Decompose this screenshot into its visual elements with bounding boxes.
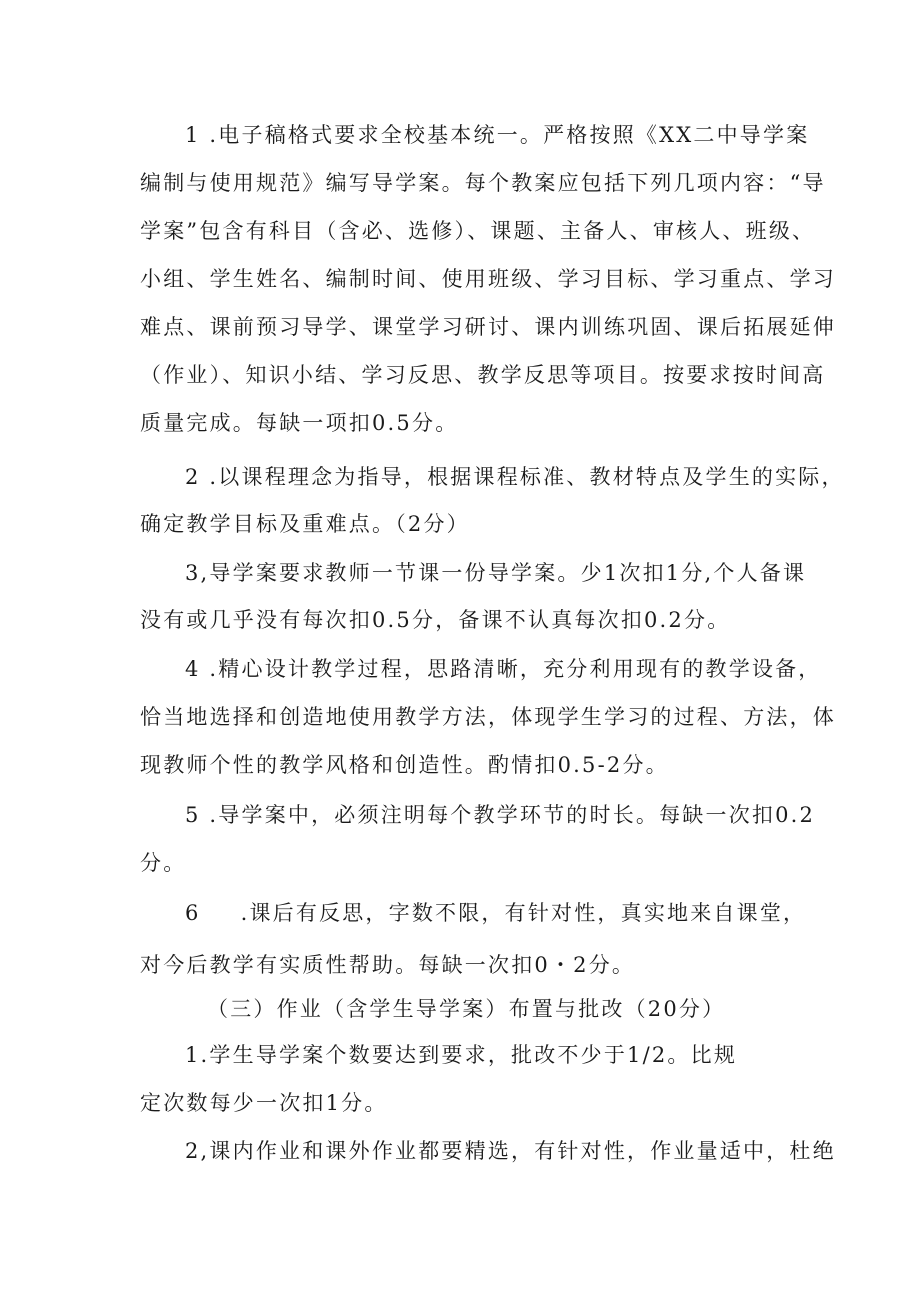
p4-line-3: 现教师个性的教学风格和创造性。酌情扣0.5-2分。 — [140, 753, 669, 777]
p4-line-2: 恰当地选择和创造地使用教学方法，体现学生学习的过程、方法，体 — [140, 705, 836, 729]
p1-line-3: 学案”包含有科目（含必、选修）、课题、主备人、审核人、班级、 — [140, 219, 816, 243]
p5-line-2: 分。 — [140, 851, 187, 875]
p1-line-2: 编制与使用规范》编写导学案。每个教案应包括下列几项内容：“导 — [140, 171, 826, 195]
p1-line-7: 质量完成。每缺一项扣0.5分。 — [140, 411, 459, 435]
p2-line-1: 2 .以课程理念为指导，根据课程标准、教材特点及学生的实际， — [185, 465, 845, 489]
p8-line-1: 2,课内作业和课外作业都要精选，有针对性，作业量适中，杜绝 — [185, 1139, 836, 1163]
p6-text: .课后有反思，字数不限，有针对性，真实地来自课堂， — [240, 901, 807, 925]
p4-line-1: 4 .精心设计教学过程，思路清晰，充分利用现有的教学设备， — [185, 657, 822, 681]
p7-line-2: 定次数每少一次扣1分。 — [140, 1091, 388, 1115]
p1-line-4: 小组、学生姓名、编制时间、使用班级、学习目标、学习重点、学习 — [140, 267, 836, 291]
p1-line-5: 难点、课前预习导学、课堂学习研讨、课内训练巩固、课后拓展延伸 — [140, 315, 836, 339]
p6-line-2: 对今后教学有实质性帮助。每缺一次扣0・2分。 — [140, 953, 636, 977]
p1-line-6: （作业）、知识小结、学习反思、教学反思等项目。按要求按时间高 — [140, 363, 826, 387]
p3-line-1: 3,导学案要求教师一节课一份导学案。少1次扣1分,个人备课 — [185, 561, 807, 585]
p6-number: 6 — [185, 901, 201, 925]
p6-line-1 — [185, 898, 806, 928]
p7-line-1: 1.学生导学案个数要达到要求，批改不少于1/2。比规 — [185, 1043, 738, 1067]
p3-line-2: 没有或几乎没有每次扣0.5分，备课不认真每次扣0.2分。 — [140, 608, 731, 632]
section-heading: （三）作业（含学生导学案）布置与批改（20分） — [207, 997, 726, 1021]
p5-line-1: 5 .导学案中，必须注明每个教学环节的时长。每缺一次扣0.2 — [185, 803, 816, 827]
p2-line-2: 确定教学目标及重难点。（2分） — [140, 512, 470, 536]
p1-line-1: 1 .电子稿格式要求全校基本统一。严格按照《XX二中导学案 — [185, 123, 810, 147]
